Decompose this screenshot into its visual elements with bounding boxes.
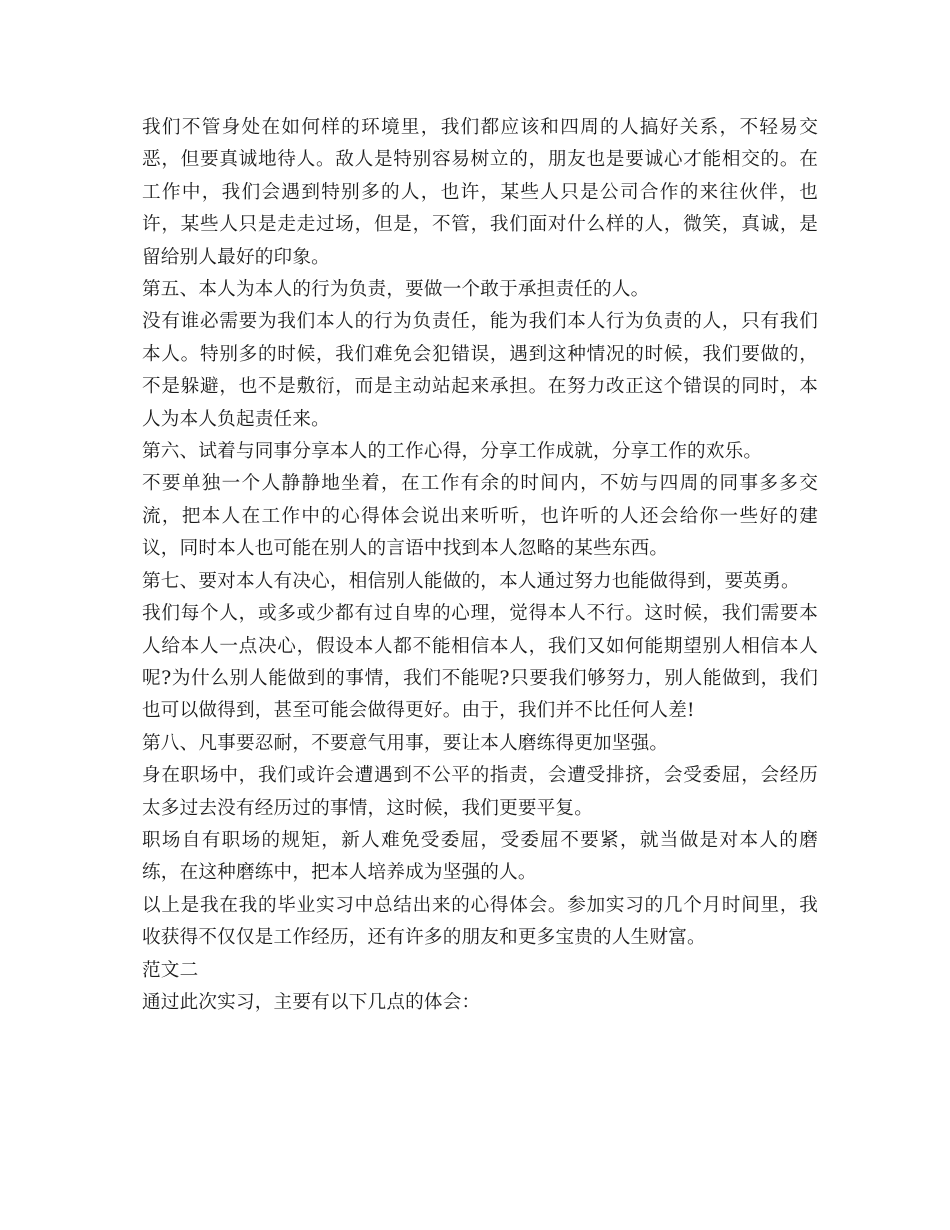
paragraph-intro: 通过此次实习，主要有以下几点的体会： xyxy=(142,991,481,1013)
paragraph-workplace-rules: 职场自有职场的规矩，新人难免受委屈，受委屈不要紧，就当做是对本人的磨练，在这种磨练中，把本人培养成为坚强的人。 xyxy=(142,829,818,884)
heading-point-five: 第五、本人为本人的行为负责，要做一个敢于承担责任的人。 xyxy=(142,279,650,301)
paragraph-confidence: 我们每个人，或多或少都有过自卑的心理，觉得本人不行。这时候，我们需要本人给本人一点决心，假设本人都不能相信本人，我们又如何能期望别人相信本人呢?为什么别人能做到的事情，我们不能呢?只要我们够努力，别人能做到，我们也可以做得到，甚至可能会做得更好。由于，我们并不比任何人差! xyxy=(142,603,818,722)
heading-point-six: 第六、试着与同事分享本人的工作心得，分享工作成就，分享工作的欢乐。 xyxy=(142,441,763,463)
paragraph-workplace-hardship: 身在职场中，我们或许会遭遇到不公平的指责，会遭受排挤，会受委屈，会经历太多过去没有经历过的事情，这时候，我们更要平复。 xyxy=(142,765,818,819)
paragraph-responsibility: 没有谁必需要为我们本人的行为负责任，能为我们本人行为负责的人，只有我们本人。特别多的时候，我们难免会犯错误，遇到这种情况的时候，我们要做的，不是躲避，也不是敷衍，而是主动站起来承担。在努力改正这个错误的同时，本人为本人负起责任来。 xyxy=(142,311,818,430)
heading-point-eight: 第八、凡事要忍耐，不要意气用事，要让本人磨练得更加坚强。 xyxy=(142,732,669,754)
paragraph-relationships: 我们不管身处在如何样的环境里，我们都应该和四周的人搞好关系，不轻易交恶，但要真诚地待人。敌人是特别容易树立的，朋友也是要诚心才能相交的。在工作中，我们会遇到特别多的人，也许，某些人只是公司合作的来往伙伴，也许，某些人只是走走过场，但是，不管，我们面对什么样的人，微笑，真诚，是留给别人最好的印象。 xyxy=(142,117,818,268)
heading-point-seven: 第七、要对本人有决心，相信别人能做的，本人通过努力也能做得到，要英勇。 xyxy=(142,570,800,592)
heading-sample-two: 范文二 xyxy=(142,959,199,981)
paragraph-summary: 以上是我在我的毕业实习中总结出来的心得体会。参加实习的几个月时间里，我收获得不仅仅是工作经历，还有许多的朋友和更多宝贵的人生财富。 xyxy=(142,894,818,949)
paragraph-sharing: 不要单独一个人静静地坐着，在工作有余的时间内，不妨与四周的同事多多交流，把本人在工作中的心得体会说出来听听，也许听的人还会给你一些好的建议，同时本人也可能在别人的言语中找到本人忽略的某些东西。 xyxy=(142,473,818,560)
document-body xyxy=(142,112,818,1019)
